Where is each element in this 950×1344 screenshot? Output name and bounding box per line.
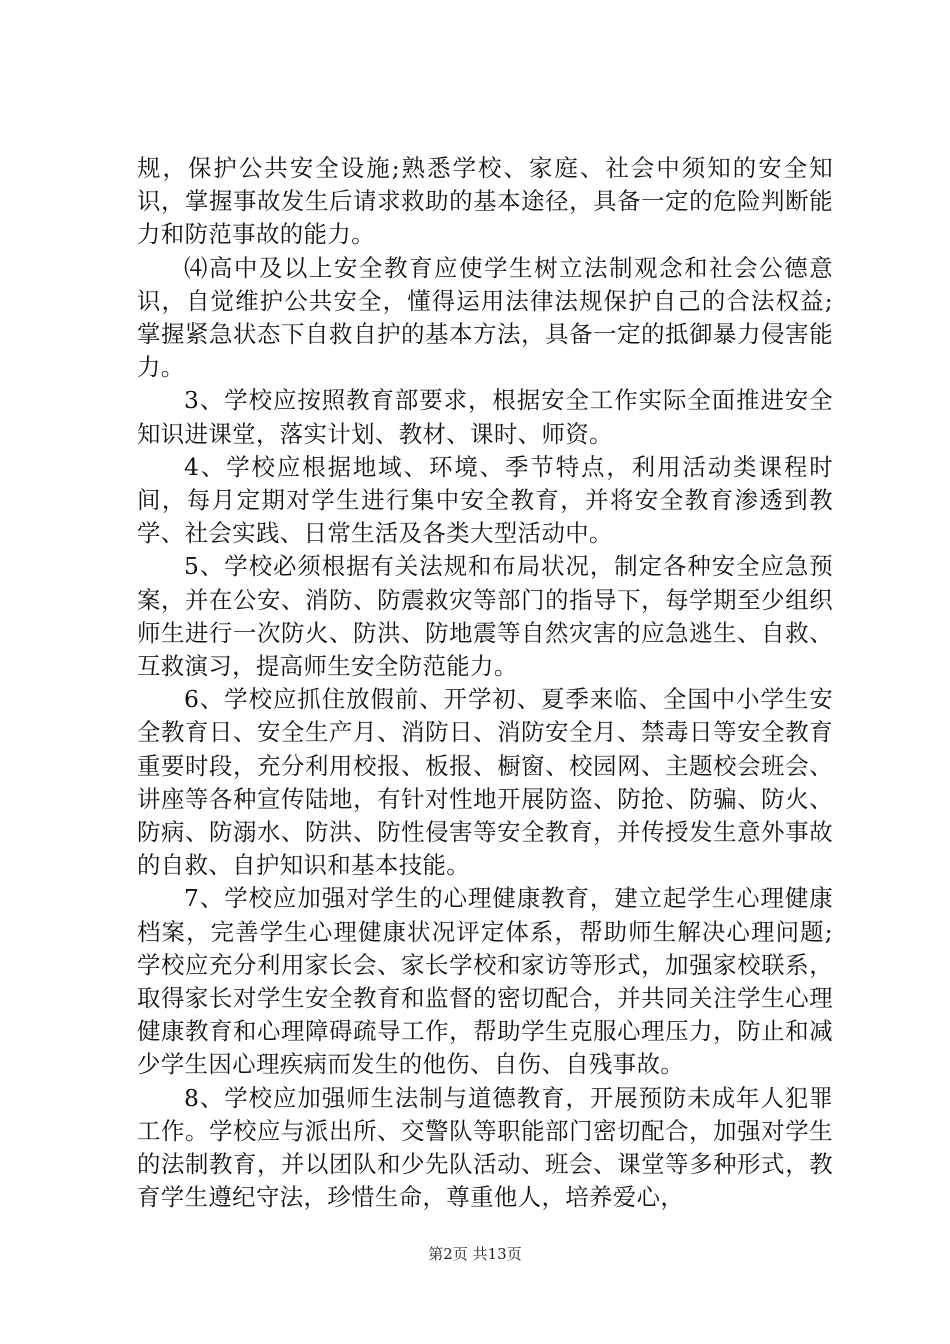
paragraph-continued: 规，保护公共安全设施;熟悉学校、家庭、社会中须知的安全知识，掌握事故发生后请求救助的基本途径，具备一定的危险判断能力和防范事故的能力。 (137, 154, 833, 249)
page-footer: 第2页 共13页 (428, 1245, 522, 1263)
paragraph-item-8: 8、学校应加强师生法制与道德教育，开展预防未成年人犯罪工作。学校应与派出所、交警队等职能部门密切配合，加强对学生的法制教育，并以团队和少先队活动、班会、课堂等多种形式，教育学生遵纪守法，珍惜生命，尊重他人，培养爱心， (137, 1083, 833, 1212)
paragraph-high-school: ⑷高中及以上安全教育应使学生树立法制观念和社会公德意识，自觉维护公共安全，懂得运用法律法规保护自己的合法权益;掌握紧急状态下自救自护的基本方法，具备一定的抵御暴力侵害能力。 (137, 253, 833, 382)
paragraph-item-7: 7、学校应加强对学生的心理健康教育，建立起学生心理健康档案，完善学生心理健康状况评定体系，帮助师生解决心理问题;学校应充分利用家长会、家长学校和家访等形式，加强家校联系，取得家长对学生安全教育和监督的密切配合，并共同关注学生心理健康教育和心理障碍疏导工作，帮助学生克服心理压力，防止和减少学生因心理疾病而发生的他伤、自伤、自残事故。 (137, 884, 833, 1079)
paragraph-item-3: 3、学校应按照教育部要求，根据安全工作实际全面推进安全知识进课堂，落实计划、教材、课时、师资。 (137, 386, 833, 448)
paragraph-item-4: 4、学校应根据地域、环境、季节特点，利用活动类课程时间，每月定期对学生进行集中安全教育，并将安全教育渗透到教学、社会实践、日常生活及各类大型活动中。 (137, 452, 833, 548)
paragraph-item-5: 5、学校必须根据有关法规和布局状况，制定各种安全应急预案，并在公安、消防、防震救灾等部门的指导下，每学期至少组织师生进行一次防火、防洪、防地震等自然灾害的应急逃生、自救、互救演习，提高师生安全防范能力。 (137, 552, 833, 681)
body-text (137, 152, 833, 1215)
paragraph-item-6: 6、学校应抓住放假前、开学初、夏季来临、全国中小学生安全教育日、安全生产月、消防日、消防安全月、禁毒日等安全教育重要时段，充分利用校报、板报、橱窗、校园网、主题校会班会、讲座等各种宣传陆地，有针对性地开展防盗、防抢、防骗、防火、防病、防溺水、防洪、防性侵害等安全教育，并传授发生意外事故的自救、自护知识和基本技能。 (137, 685, 833, 880)
